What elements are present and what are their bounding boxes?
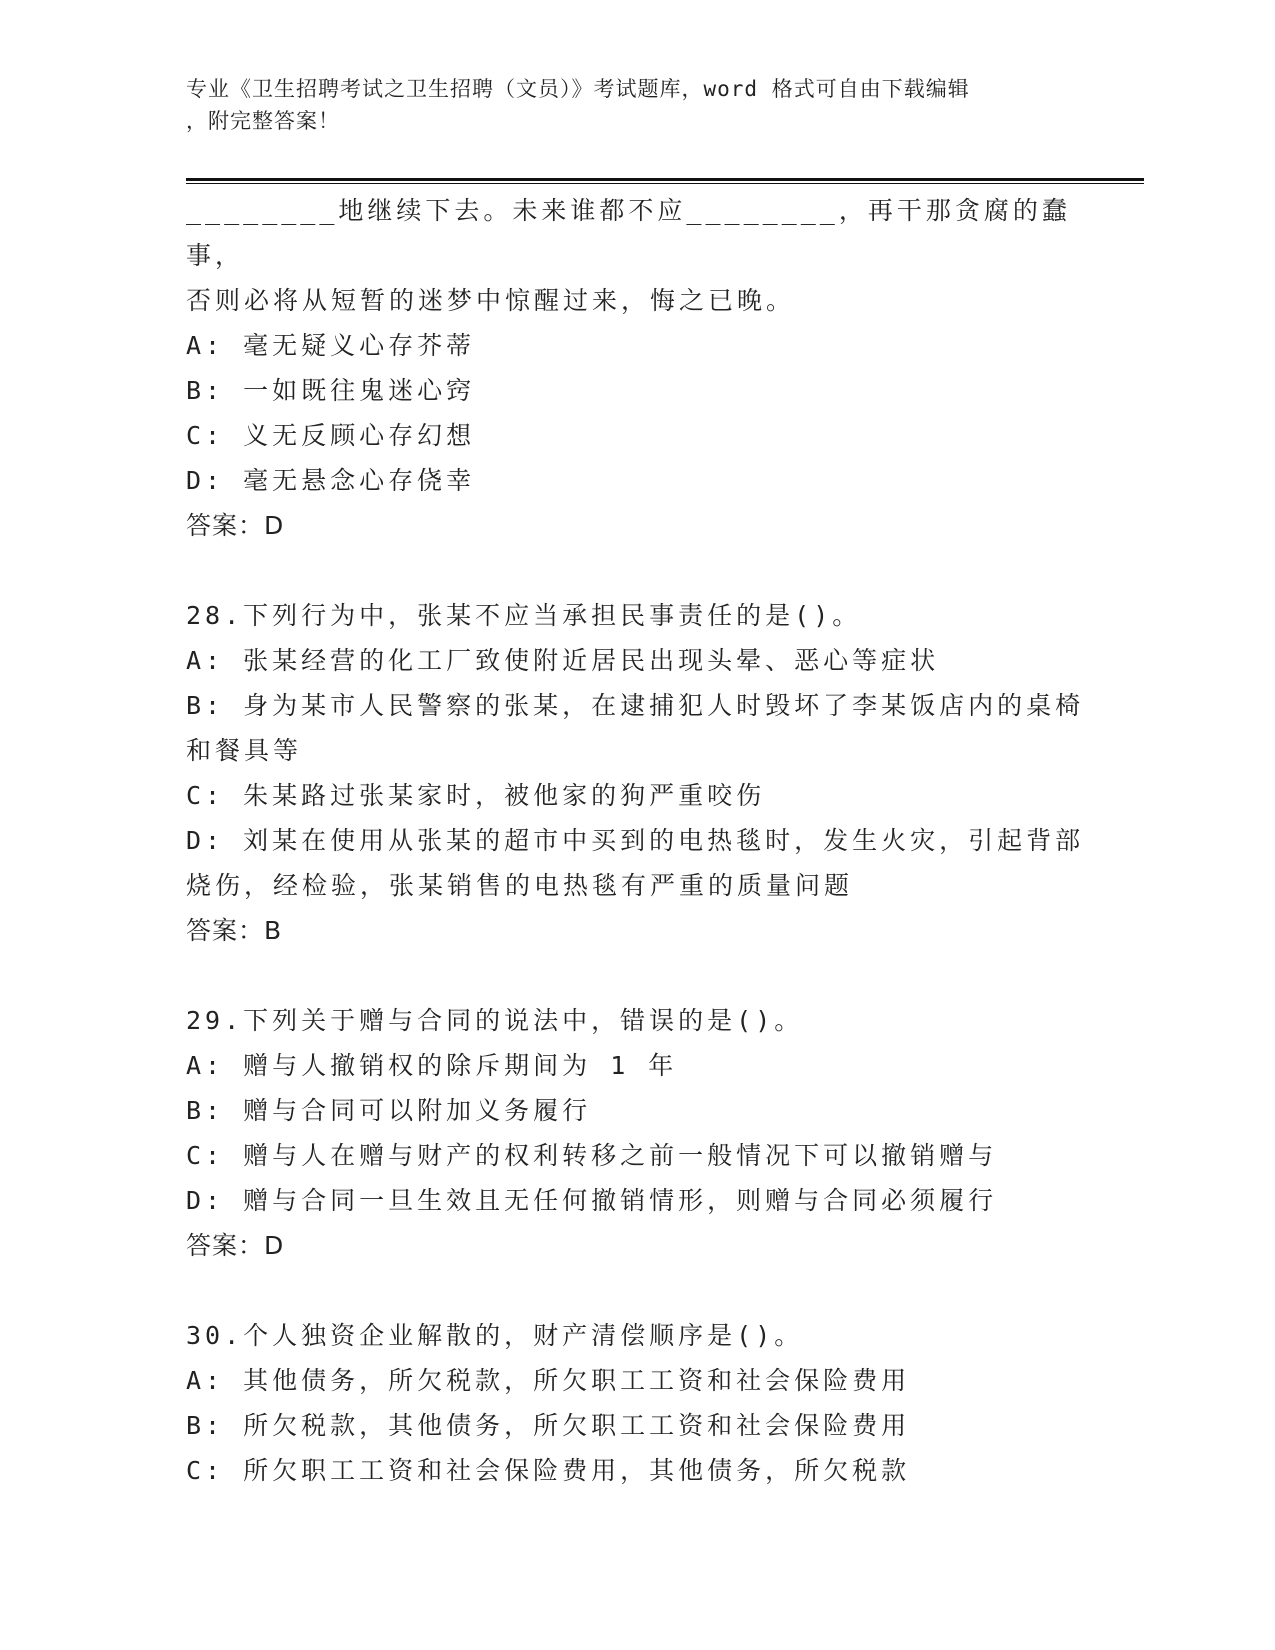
answer-label: 答案：D — [186, 1231, 285, 1260]
option-d: D: 赠与合同一旦生效且无任何撤销情形，则赠与合同必须履行 — [186, 1186, 998, 1215]
option-a: A: 毫无疑义心存芥蒂 — [186, 331, 476, 360]
option-a: A: 赠与人撤销权的除斥期间为 1 年 — [186, 1051, 678, 1080]
option-c: C: 义无反顾心存幻想 — [186, 421, 476, 450]
question-27-continuation — [186, 188, 1086, 548]
option-c: C: 赠与人在赠与财产的权利转移之前一般情况下可以撤销赠与 — [186, 1141, 998, 1170]
question-stem-line: ________地继续下去。未来谁都不应________，再干那贪腐的蠢事， — [186, 196, 1071, 270]
header-line-2: ，附完整答案！ — [186, 109, 340, 133]
header-divider-thin — [186, 183, 1144, 184]
answer-label: 答案：B — [186, 916, 283, 945]
header-divider-thick — [186, 178, 1144, 181]
question-stem-line: 否则必将从短暂的迷梦中惊醒过来，悔之已晚。 — [186, 286, 796, 315]
header-line-1: 专业《卫生招聘考试之卫生招聘（文员）》考试题库，word 格式可自由下载编辑 — [186, 77, 970, 101]
document-header — [186, 73, 1066, 137]
question-30 — [186, 1313, 1086, 1493]
answer-label: 答案：D — [186, 511, 285, 540]
document-body — [186, 188, 1086, 1493]
option-a: A: 张某经营的化工厂致使附近居民出现头晕、恶心等症状 — [186, 646, 940, 675]
option-b-continued: 和餐具等 — [186, 736, 303, 765]
question-stem: 29.下列关于赠与合同的说法中，错误的是()。 — [186, 1006, 804, 1035]
option-b: B: 一如既往鬼迷心窍 — [186, 376, 476, 405]
question-29 — [186, 998, 1086, 1268]
option-a: A: 其他债务，所欠税款，所欠职工工资和社会保险费用 — [186, 1366, 911, 1395]
option-b: B: 赠与合同可以附加义务履行 — [186, 1096, 592, 1125]
question-stem: 30.个人独资企业解散的，财产清偿顺序是()。 — [186, 1321, 804, 1350]
option-d-continued: 烧伤，经检验，张某销售的电热毯有严重的质量问题 — [186, 871, 854, 900]
question-28 — [186, 593, 1086, 953]
question-stem: 28.下列行为中，张某不应当承担民事责任的是()。 — [186, 601, 862, 630]
option-d: D: 毫无悬念心存侥幸 — [186, 466, 476, 495]
option-d: D: 刘某在使用从张某的超市中买到的电热毯时，发生火灾，引起背部 — [186, 826, 1085, 855]
option-b: B: 身为某市人民警察的张某，在逮捕犯人时毁坏了李某饭店内的桌椅 — [186, 691, 1085, 720]
option-b: B: 所欠税款，其他债务，所欠职工工资和社会保险费用 — [186, 1411, 911, 1440]
option-c: C: 朱某路过张某家时，被他家的狗严重咬伤 — [186, 781, 766, 810]
option-c: C: 所欠职工工资和社会保险费用，其他债务，所欠税款 — [186, 1456, 911, 1485]
